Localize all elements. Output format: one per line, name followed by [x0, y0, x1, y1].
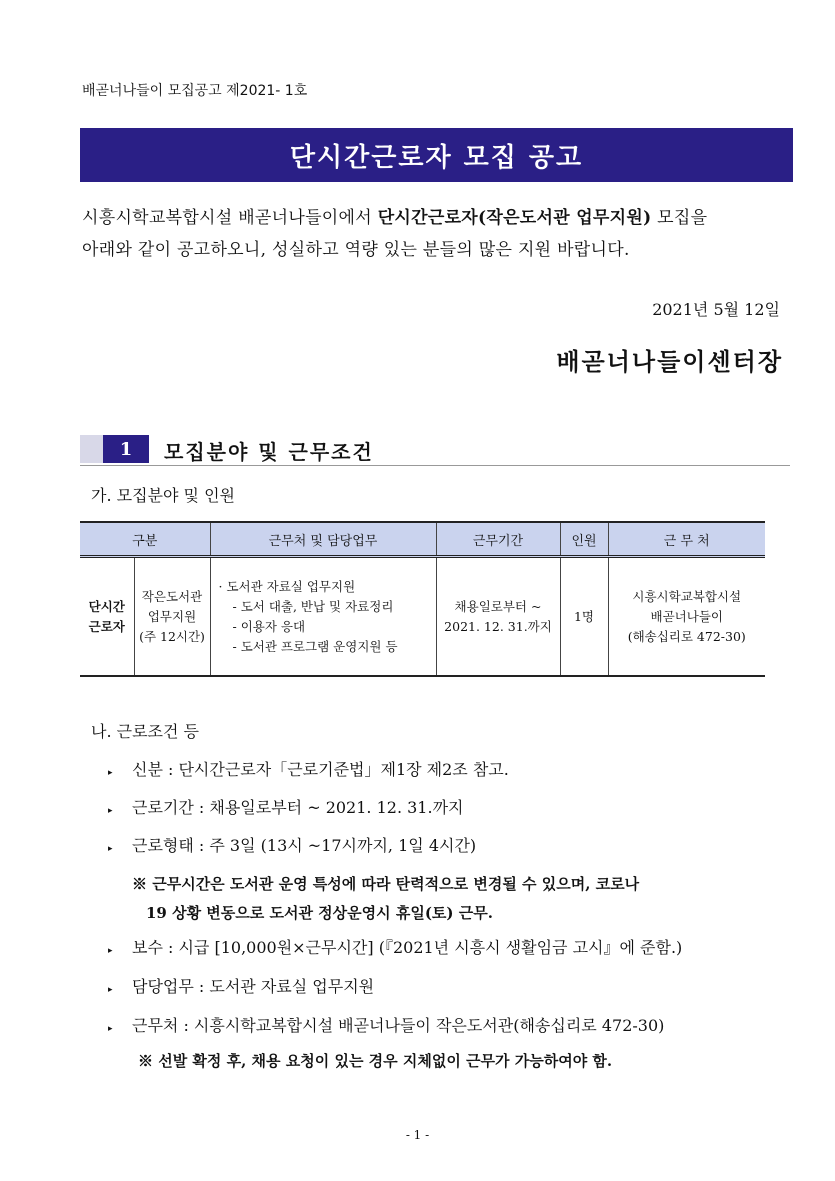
page-title: 단시간근로자 모집 공고	[80, 128, 793, 182]
bullet-icon: ▸	[108, 768, 113, 778]
field-line: 작은도서관	[141, 588, 203, 604]
field-line: 업무지원	[147, 608, 197, 624]
cell-period	[436, 557, 560, 677]
list-item	[108, 1013, 664, 1036]
category-line: 근로자	[88, 618, 125, 634]
place-line: 시흥시학교복합시설	[632, 588, 742, 604]
intro-text-bold: 단시간근로자(작은도서관 업무지원)	[377, 208, 652, 228]
page-number: - 1 -	[405, 1128, 430, 1142]
condition-text: 보수 : 시급 [10,000원×근무시간] (『2021년 시흥시 생활임금 고시』에 준함.)	[132, 938, 683, 957]
section-title: 모집분야 및 근무조건	[164, 440, 374, 464]
category-line: 단시간	[88, 598, 125, 614]
bullet-icon: ▸	[108, 946, 113, 956]
list-item	[108, 935, 682, 958]
bullet-icon: ▸	[108, 1024, 113, 1034]
subsection-conditions-heading: 나. 근로조건 등	[91, 722, 199, 741]
intro-line-2: 아래와 같이 공고하오니, 성실하고 역량 있는 분들의 많은 지원 바랍니다.	[82, 240, 630, 260]
cell-category	[80, 557, 134, 677]
period-line: 채용일로부터 ~	[454, 598, 542, 614]
period-line: 2021. 12. 31.까지	[444, 618, 552, 634]
intro-line-1	[82, 203, 707, 228]
cell-duties	[210, 557, 436, 677]
note-work-hours-cont: 19 상황 변동으로 도서관 정상운영시 휴일(토) 근무.	[146, 904, 493, 922]
organization-name: 배곧너나들이센터장	[556, 347, 783, 376]
duty-item: - 이용자 응대	[232, 618, 306, 634]
place-line: (해송십리로 472-30)	[627, 628, 746, 644]
note-availability: ※ 선발 확정 후, 채용 요청이 있는 경우 지체없이 근무가 가능하여야 함.	[138, 1052, 613, 1070]
table-header-count: 인원	[560, 522, 608, 557]
section-marker-decoration	[80, 435, 103, 463]
table-header-place: 근 무 처	[608, 522, 765, 557]
bullet-icon: ▸	[108, 844, 113, 854]
table-header-duties: 근무처 및 담당업무	[210, 522, 436, 557]
table-header-row	[80, 522, 765, 557]
table-row	[80, 557, 765, 677]
note-work-hours: ※ 근무시간은 도서관 운영 특성에 따라 탄력적으로 변경될 수 있으며, 코로나	[132, 875, 640, 893]
recruitment-table	[80, 521, 765, 677]
bullet-icon: ▸	[108, 806, 113, 816]
duty-main: · 도서관 자료실 업무지원	[218, 578, 356, 594]
section-number: 1	[103, 435, 149, 463]
duty-item: - 도서 대출, 반납 및 자료정리	[232, 598, 394, 614]
table-header-period: 근무기간	[436, 522, 560, 557]
table-header-category: 구분	[80, 522, 210, 557]
notice-date: 2021년 5월 12일	[652, 300, 780, 319]
place-line: 배곧너나들이	[650, 608, 723, 624]
list-item	[108, 974, 374, 997]
condition-text: 담당업무 : 도서관 자료실 업무지원	[132, 977, 375, 996]
condition-text: 근로기간 : 채용일로부터 ~ 2021. 12. 31.까지	[132, 798, 464, 817]
condition-text: 근무처 : 시흥시학교복합시설 배곧너나들이 작은도서관(해송십리로 472-30)	[132, 1016, 665, 1035]
list-item	[108, 757, 509, 780]
intro-text-pre: 시흥시학교복합시설 배곧너나들이에서	[82, 208, 378, 228]
list-item	[108, 833, 476, 856]
cell-field	[134, 557, 210, 677]
condition-text: 신분 : 단시간근로자「근로기준법」제1장 제2조 참고.	[132, 760, 509, 779]
bullet-icon: ▸	[108, 985, 113, 995]
cell-count: 1명	[560, 557, 608, 677]
cell-place	[608, 557, 765, 677]
notice-number: 배곧너나들이 모집공고 제2021- 1호	[82, 83, 308, 99]
subsection-recruitment-heading: 가. 모집분야 및 인원	[91, 486, 235, 505]
duty-item: - 도서관 프로그램 운영지원 등	[232, 638, 398, 654]
section-divider	[80, 465, 790, 466]
intro-text-post: 모집을	[651, 208, 708, 228]
condition-text: 근로형태 : 주 3일 (13시 ~17시까지, 1일 4시간)	[132, 836, 477, 855]
field-line: (주 12시간)	[139, 628, 205, 644]
list-item	[108, 795, 463, 818]
